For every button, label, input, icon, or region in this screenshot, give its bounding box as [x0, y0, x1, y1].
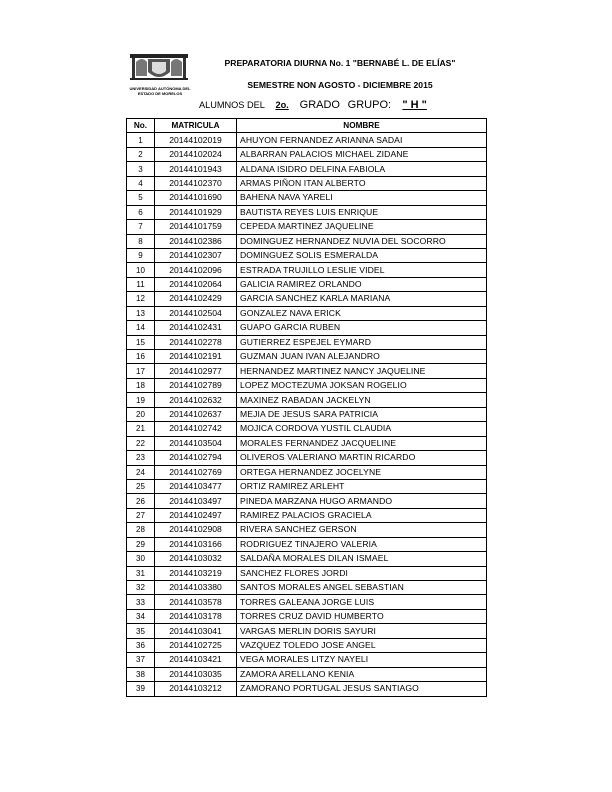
row-nombre: BAUTISTA REYES LUIS ENRIQUE [237, 205, 487, 219]
table-row [127, 220, 487, 234]
table-row [127, 537, 487, 551]
row-nombre: ALDANA ISIDRO DELFINA FABIOLA [237, 162, 487, 176]
row-matricula: 20144102725 [155, 638, 237, 652]
table-row [127, 393, 487, 407]
row-number: 35 [127, 624, 155, 638]
row-nombre: MAXINEZ RABADAN JACKELYN [237, 393, 487, 407]
table-row [127, 566, 487, 580]
alumnos-label: ALUMNOS DEL [199, 100, 265, 110]
row-number: 12 [127, 292, 155, 306]
row-number: 8 [127, 234, 155, 248]
logo-caption-line1: UNIVERSIDAD AUTÓNOMA DEL [129, 86, 191, 91]
table-row [127, 350, 487, 364]
row-number: 37 [127, 653, 155, 667]
row-nombre: CEPEDA MARTINEZ JAQUELINE [237, 220, 487, 234]
row-matricula: 20144103578 [155, 595, 237, 609]
row-number: 28 [127, 523, 155, 537]
table-row [127, 147, 487, 161]
grupo-label: GRUPO: [347, 99, 392, 111]
table-row [127, 191, 487, 205]
row-matricula: 20144102278 [155, 335, 237, 349]
row-matricula: 20144102307 [155, 248, 237, 262]
row-number: 16 [127, 350, 155, 364]
logo-caption [124, 86, 196, 96]
row-matricula: 20144102431 [155, 321, 237, 335]
table-row [127, 581, 487, 595]
table-row [127, 667, 487, 681]
row-number: 29 [127, 537, 155, 551]
table-row [127, 638, 487, 652]
row-number: 23 [127, 451, 155, 465]
row-matricula: 20144103504 [155, 436, 237, 450]
row-matricula: 20144101690 [155, 191, 237, 205]
logo-caption-line2: ESTADO DE MORELOS [137, 91, 183, 96]
row-number: 32 [127, 581, 155, 595]
row-nombre: HERNANDEZ MARTINEZ NANCY JAQUELINE [237, 364, 487, 378]
table-row [127, 133, 487, 147]
row-nombre: DOMINGUEZ HERNANDEZ NUVIA DEL SOCORRO [237, 234, 487, 248]
row-matricula: 20144102742 [155, 422, 237, 436]
row-nombre: TORRES CRUZ DAVID HUMBERTO [237, 609, 487, 623]
row-number: 2 [127, 147, 155, 161]
row-nombre: BAHENA NAVA YARELI [237, 191, 487, 205]
row-matricula: 20144103212 [155, 682, 237, 696]
row-number: 33 [127, 595, 155, 609]
row-nombre: MORALES FERNANDEZ JACQUELINE [237, 436, 487, 450]
table-row [127, 479, 487, 493]
row-nombre: MEJIA DE JESUS SARA PATRICIA [237, 407, 487, 421]
row-matricula: 20144103041 [155, 624, 237, 638]
row-number: 11 [127, 277, 155, 291]
grado-label: GRADO [299, 99, 340, 111]
row-number: 9 [127, 248, 155, 262]
row-nombre: GALICIA RAMIREZ ORLANDO [237, 277, 487, 291]
row-nombre: AHUYON FERNANDEZ ARIANNA SADAI [237, 133, 487, 147]
row-number: 21 [127, 422, 155, 436]
row-matricula: 20144102637 [155, 407, 237, 421]
grado-value: 2o. [275, 100, 289, 110]
row-nombre: RIVERA SANCHEZ GERSON [237, 523, 487, 537]
row-number: 3 [127, 162, 155, 176]
row-number: 1 [127, 133, 155, 147]
table-row [127, 682, 487, 696]
row-matricula: 20144103219 [155, 566, 237, 580]
row-matricula: 20144103497 [155, 494, 237, 508]
row-number: 10 [127, 263, 155, 277]
table-row [127, 595, 487, 609]
row-number: 25 [127, 479, 155, 493]
table-row [127, 306, 487, 320]
row-nombre: VEGA MORALES LITZY NAYELI [237, 653, 487, 667]
row-nombre: ZAMORA ARELLANO KENIA [237, 667, 487, 681]
row-matricula: 20144102370 [155, 176, 237, 190]
row-nombre: SANCHEZ FLORES JORDI [237, 566, 487, 580]
row-nombre: ZAMORANO PORTUGAL JESUS SANTIAGO [237, 682, 487, 696]
table-row [127, 335, 487, 349]
table-row [127, 248, 487, 262]
row-number: 31 [127, 566, 155, 580]
row-nombre: MOJICA CORDOVA YUSTIL CLAUDIA [237, 422, 487, 436]
column-header-nombre: NOMBRE [237, 119, 487, 133]
row-matricula: 20144101929 [155, 205, 237, 219]
row-number: 5 [127, 191, 155, 205]
row-number: 4 [127, 176, 155, 190]
row-matricula: 20144102386 [155, 234, 237, 248]
row-matricula: 20144101943 [155, 162, 237, 176]
row-matricula: 20144102977 [155, 364, 237, 378]
table-header-row [127, 119, 487, 133]
row-matricula: 20144102096 [155, 263, 237, 277]
row-number: 30 [127, 552, 155, 566]
row-matricula: 20144103166 [155, 537, 237, 551]
table-row [127, 436, 487, 450]
row-nombre: TORRES GALEANA JORGE LUIS [237, 595, 487, 609]
table-row [127, 321, 487, 335]
row-nombre: VAZQUEZ TOLEDO JOSE ANGEL [237, 638, 487, 652]
row-number: 26 [127, 494, 155, 508]
row-nombre: GUZMAN JUAN IVAN ALEJANDRO [237, 350, 487, 364]
row-matricula: 20144101759 [155, 220, 237, 234]
row-nombre: ESTRADA TRUJILLO LESLIE VIDEL [237, 263, 487, 277]
table-row [127, 277, 487, 291]
table-row [127, 263, 487, 277]
row-matricula: 20144102632 [155, 393, 237, 407]
row-number: 38 [127, 667, 155, 681]
row-nombre: ALBARRAN PALACIOS MICHAEL ZIDANE [237, 147, 487, 161]
row-matricula: 20144102191 [155, 350, 237, 364]
table-row [127, 234, 487, 248]
row-nombre: GONZALEZ NAVA ERICK [237, 306, 487, 320]
row-nombre: GUAPO GARCIA RUBEN [237, 321, 487, 335]
row-nombre: GARCIA SANCHEZ KARLA MARIANA [237, 292, 487, 306]
row-nombre: RAMIREZ PALACIOS GRACIELA [237, 508, 487, 522]
row-number: 34 [127, 609, 155, 623]
row-number: 22 [127, 436, 155, 450]
table-row [127, 508, 487, 522]
row-matricula: 20144103421 [155, 653, 237, 667]
row-nombre: RODRIGUEZ TINAJERO VALERIA [237, 537, 487, 551]
row-number: 17 [127, 364, 155, 378]
group-line [199, 99, 436, 111]
row-number: 19 [127, 393, 155, 407]
row-nombre: DOMINGUEZ SOLIS ESMERALDA [237, 248, 487, 262]
row-nombre: SANTOS MORALES ANGEL SEBASTIAN [237, 581, 487, 595]
row-number: 36 [127, 638, 155, 652]
row-nombre: OLIVEROS VALERIANO MARTIN RICARDO [237, 451, 487, 465]
row-matricula: 20144103380 [155, 581, 237, 595]
row-matricula: 20144103032 [155, 552, 237, 566]
table-row [127, 451, 487, 465]
school-title: PREPARATORIA DIURNA No. 1 "BERNABÉ L. DE ELÍAS" [224, 58, 456, 68]
table-row [127, 422, 487, 436]
row-nombre: ORTEGA HERNANDEZ JOCELYNE [237, 465, 487, 479]
row-matricula: 20144102504 [155, 306, 237, 320]
row-number: 27 [127, 508, 155, 522]
table-row [127, 176, 487, 190]
row-number: 39 [127, 682, 155, 696]
row-number: 6 [127, 205, 155, 219]
row-nombre: VARGAS MERLIN DORIS SAYURI [237, 624, 487, 638]
row-matricula: 20144102794 [155, 451, 237, 465]
table-row [127, 378, 487, 392]
column-header-matricula: MATRICULA [155, 119, 237, 133]
table-row [127, 465, 487, 479]
row-nombre: GUTIERREZ ESPEJEL EYMARD [237, 335, 487, 349]
row-nombre: ARMAS PIÑON ITAN ALBERTO [237, 176, 487, 190]
grupo-value: " H " [402, 99, 427, 111]
row-matricula: 20144103035 [155, 667, 237, 681]
table-row [127, 624, 487, 638]
row-matricula: 20144103477 [155, 479, 237, 493]
row-matricula: 20144102024 [155, 147, 237, 161]
row-matricula: 20144102789 [155, 378, 237, 392]
column-header-no: No. [127, 119, 155, 133]
row-nombre: PINEDA MARZANA HUGO ARMANDO [237, 494, 487, 508]
semester-title: SEMESTRE NON AGOSTO - DICIEMBRE 2015 [247, 80, 433, 90]
row-number: 15 [127, 335, 155, 349]
row-number: 13 [127, 306, 155, 320]
table-row [127, 162, 487, 176]
row-matricula: 20144103178 [155, 609, 237, 623]
table-row [127, 609, 487, 623]
row-matricula: 20144102429 [155, 292, 237, 306]
table-row [127, 494, 487, 508]
row-nombre: SALDAÑA MORALES DILAN ISMAEL [237, 552, 487, 566]
row-number: 14 [127, 321, 155, 335]
row-nombre: LOPEZ MOCTEZUMA JOKSAN ROGELIO [237, 378, 487, 392]
row-matricula: 20144102019 [155, 133, 237, 147]
row-nombre: ORTIZ RAMIREZ ARLEHT [237, 479, 487, 493]
row-matricula: 20144102497 [155, 508, 237, 522]
table-row [127, 205, 487, 219]
table-row [127, 552, 487, 566]
table-row [127, 653, 487, 667]
row-number: 18 [127, 378, 155, 392]
student-table [126, 118, 487, 697]
table-row [127, 292, 487, 306]
row-number: 24 [127, 465, 155, 479]
row-matricula: 20144102908 [155, 523, 237, 537]
row-matricula: 20144102064 [155, 277, 237, 291]
table-row [127, 523, 487, 537]
table-row [127, 407, 487, 421]
row-matricula: 20144102769 [155, 465, 237, 479]
row-number: 7 [127, 220, 155, 234]
table-row [127, 364, 487, 378]
row-number: 20 [127, 407, 155, 421]
